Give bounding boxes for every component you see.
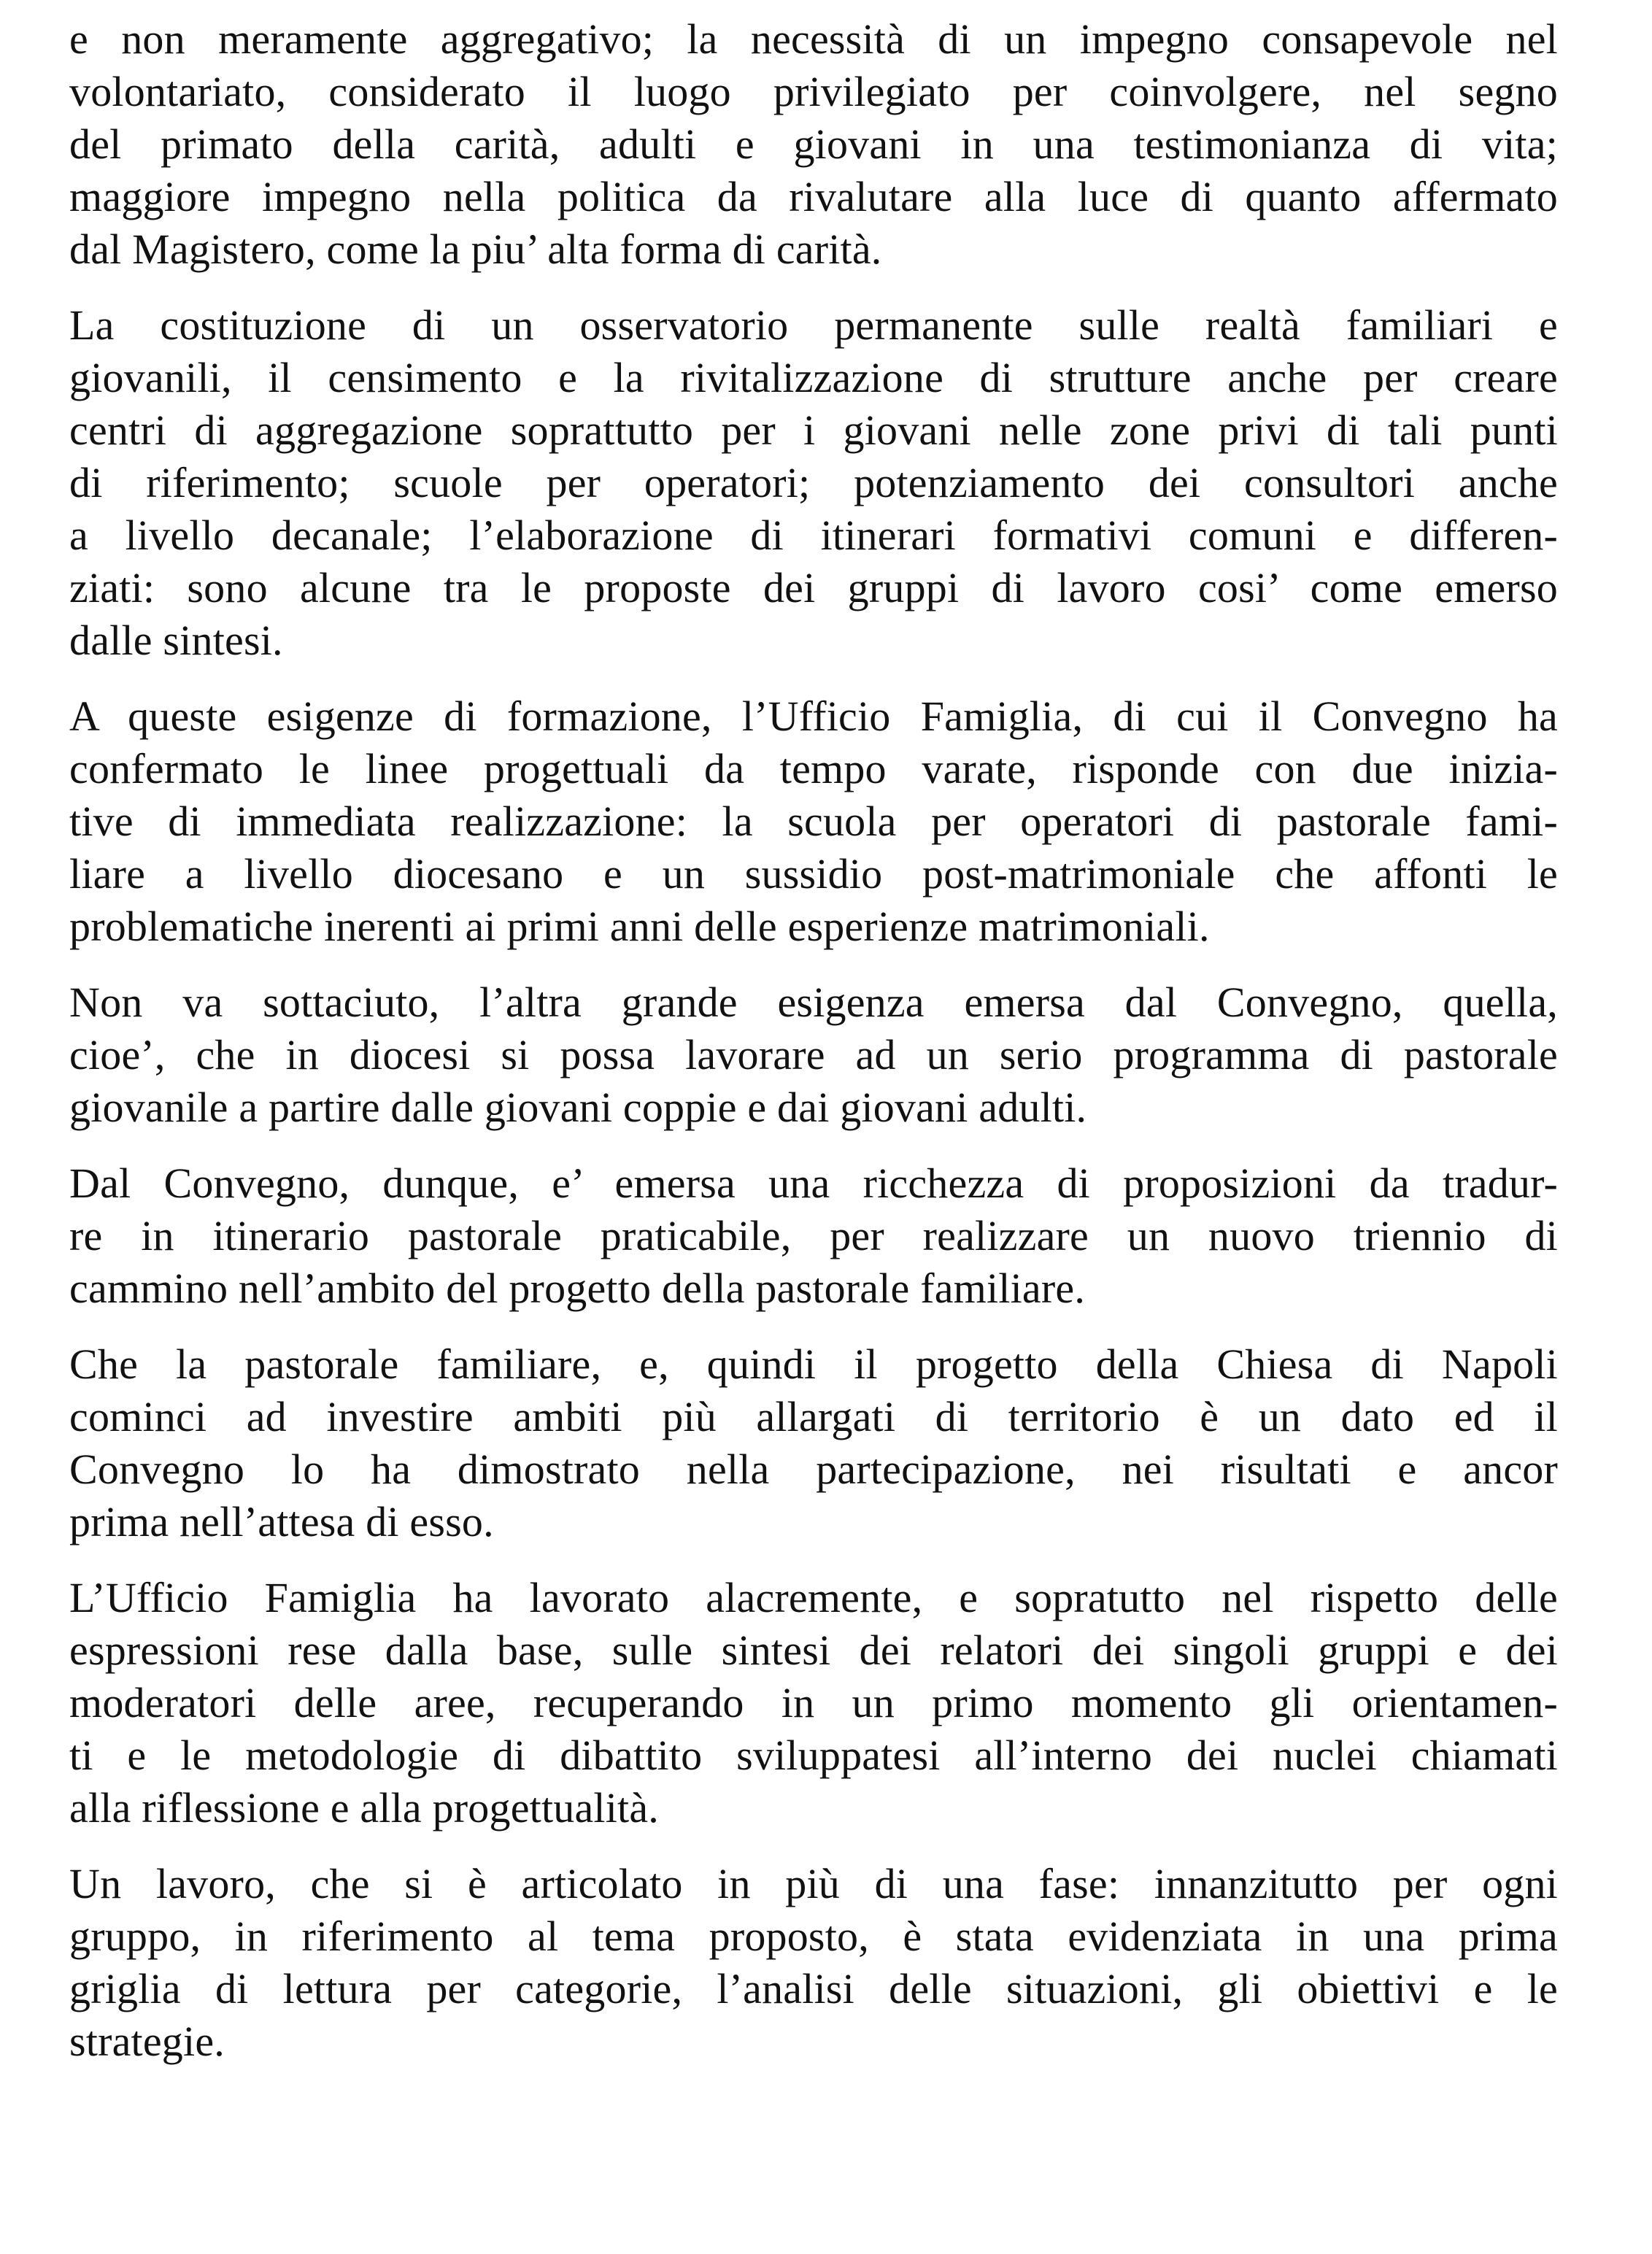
text-line: cominci ad investire ambiti più allargati di territorio è un dato ed il	[69, 1393, 1558, 1440]
paragraph-8	[69, 1858, 1558, 2068]
text-line: re in itinerario pastorale praticabile, per realizzare un nuovo triennio di	[69, 1212, 1558, 1259]
text-line: maggiore impegno nella politica da rivalutare alla luce di quanto affermato	[69, 173, 1558, 220]
text-line: tive di immediata realizzazione: la scuola per operatori di pastorale fami-	[69, 798, 1558, 845]
text-line: alla riflessione e alla progettualità.	[69, 1784, 659, 1832]
text-line: gruppo, in riferimento al tema proposto, è stata evidenziata in una prima	[69, 1913, 1558, 1960]
text-line: ziati: sono alcune tra le proposte dei gruppi di lavoro cosi’ come emerso	[69, 564, 1558, 611]
paragraph-7	[69, 1572, 1558, 1834]
text-line: giovanili, il censimento e la rivitalizzazione di strutture anche per creare	[69, 354, 1558, 401]
text-line: griglia di lettura per categorie, l’analisi delle situazioni, gli obiettivi e le	[69, 1965, 1558, 2012]
text-line: a livello decanale; l’elaborazione di itinerari formativi comuni e differen-	[69, 512, 1558, 559]
paragraph-3	[69, 690, 1558, 953]
paragraph-1	[69, 13, 1558, 276]
text-line: centri di aggregazione soprattutto per i giovani nelle zone privi di tali punti	[69, 406, 1558, 454]
text-line: L’Ufficio Famiglia ha lavorato alacremente, e sopratutto nel rispetto delle	[69, 1574, 1558, 1621]
text-line: liare a livello diocesano e un sussidio post-matrimoniale che affonti le	[69, 850, 1558, 898]
text-line: Che la pastorale familiare, e, quindi il progetto della Chiesa di Napoli	[69, 1340, 1558, 1388]
text-line: moderatori delle aree, recuperando in un primo momento gli orientamen-	[69, 1679, 1558, 1726]
text-line: Non va sottaciuto, l’altra grande esigenza emersa dal Convegno, quella,	[69, 979, 1558, 1026]
paragraph-4	[69, 976, 1558, 1134]
text-line: prima nell’attesa di esso.	[69, 1498, 494, 1545]
text-line: Un lavoro, che si è articolato in più di una fase: innanzitutto per ogni	[69, 1860, 1558, 1907]
text-line: del primato della carità, adulti e giovani in una testimonianza di vita;	[69, 120, 1558, 168]
paragraph-6	[69, 1338, 1558, 1548]
text-line: e non meramente aggregativo; la necessità di un impegno consapevole nel	[69, 15, 1558, 63]
text-line: giovanile a partire dalle giovani coppie e dai giovani adulti.	[69, 1084, 1087, 1131]
text-line: ti e le metodologie di dibattito sviluppatesi all’interno dei nuclei chiamati	[69, 1732, 1558, 1779]
text-line: dal Magistero, come la piu’ alta forma di carità.	[69, 225, 882, 273]
text-line: strategie.	[69, 2018, 225, 2065]
text-line: Dal Convegno, dunque, e’ emersa una ricchezza di proposizioni da tradur-	[69, 1159, 1558, 1207]
paragraph-2	[69, 299, 1558, 667]
text-line: A queste esigenze di formazione, l’Ufficio Famiglia, di cui il Convegno ha	[69, 692, 1558, 740]
text-line: La costituzione di un osservatorio permanente sulle realtà familiari e	[69, 301, 1558, 349]
text-line: problematiche inerenti ai primi anni delle esperienze matrimoniali.	[69, 903, 1210, 950]
text-line: espressioni rese dalla base, sulle sintesi dei relatori dei singoli gruppi e dei	[69, 1626, 1558, 1674]
text-line: dalle sintesi.	[69, 617, 283, 664]
paragraph-5	[69, 1157, 1558, 1315]
text-line: confermato le linee progettuali da tempo varate, risponde con due inizia-	[69, 745, 1558, 792]
text-line: volontariato, considerato il luogo privilegiato per coinvolgere, nel segno	[69, 68, 1558, 115]
body-text	[69, 13, 1558, 2091]
text-line: cioe’, che in diocesi si possa lavorare ad un serio programma di pastorale	[69, 1031, 1558, 1078]
text-line: cammino nell’ambito del progetto della pastorale familiare.	[69, 1265, 1086, 1312]
text-line: di riferimento; scuole per operatori; potenziamento dei consultori anche	[69, 459, 1558, 506]
text-line: Convegno lo ha dimostrato nella partecipazione, nei risultati e ancor	[69, 1446, 1558, 1493]
